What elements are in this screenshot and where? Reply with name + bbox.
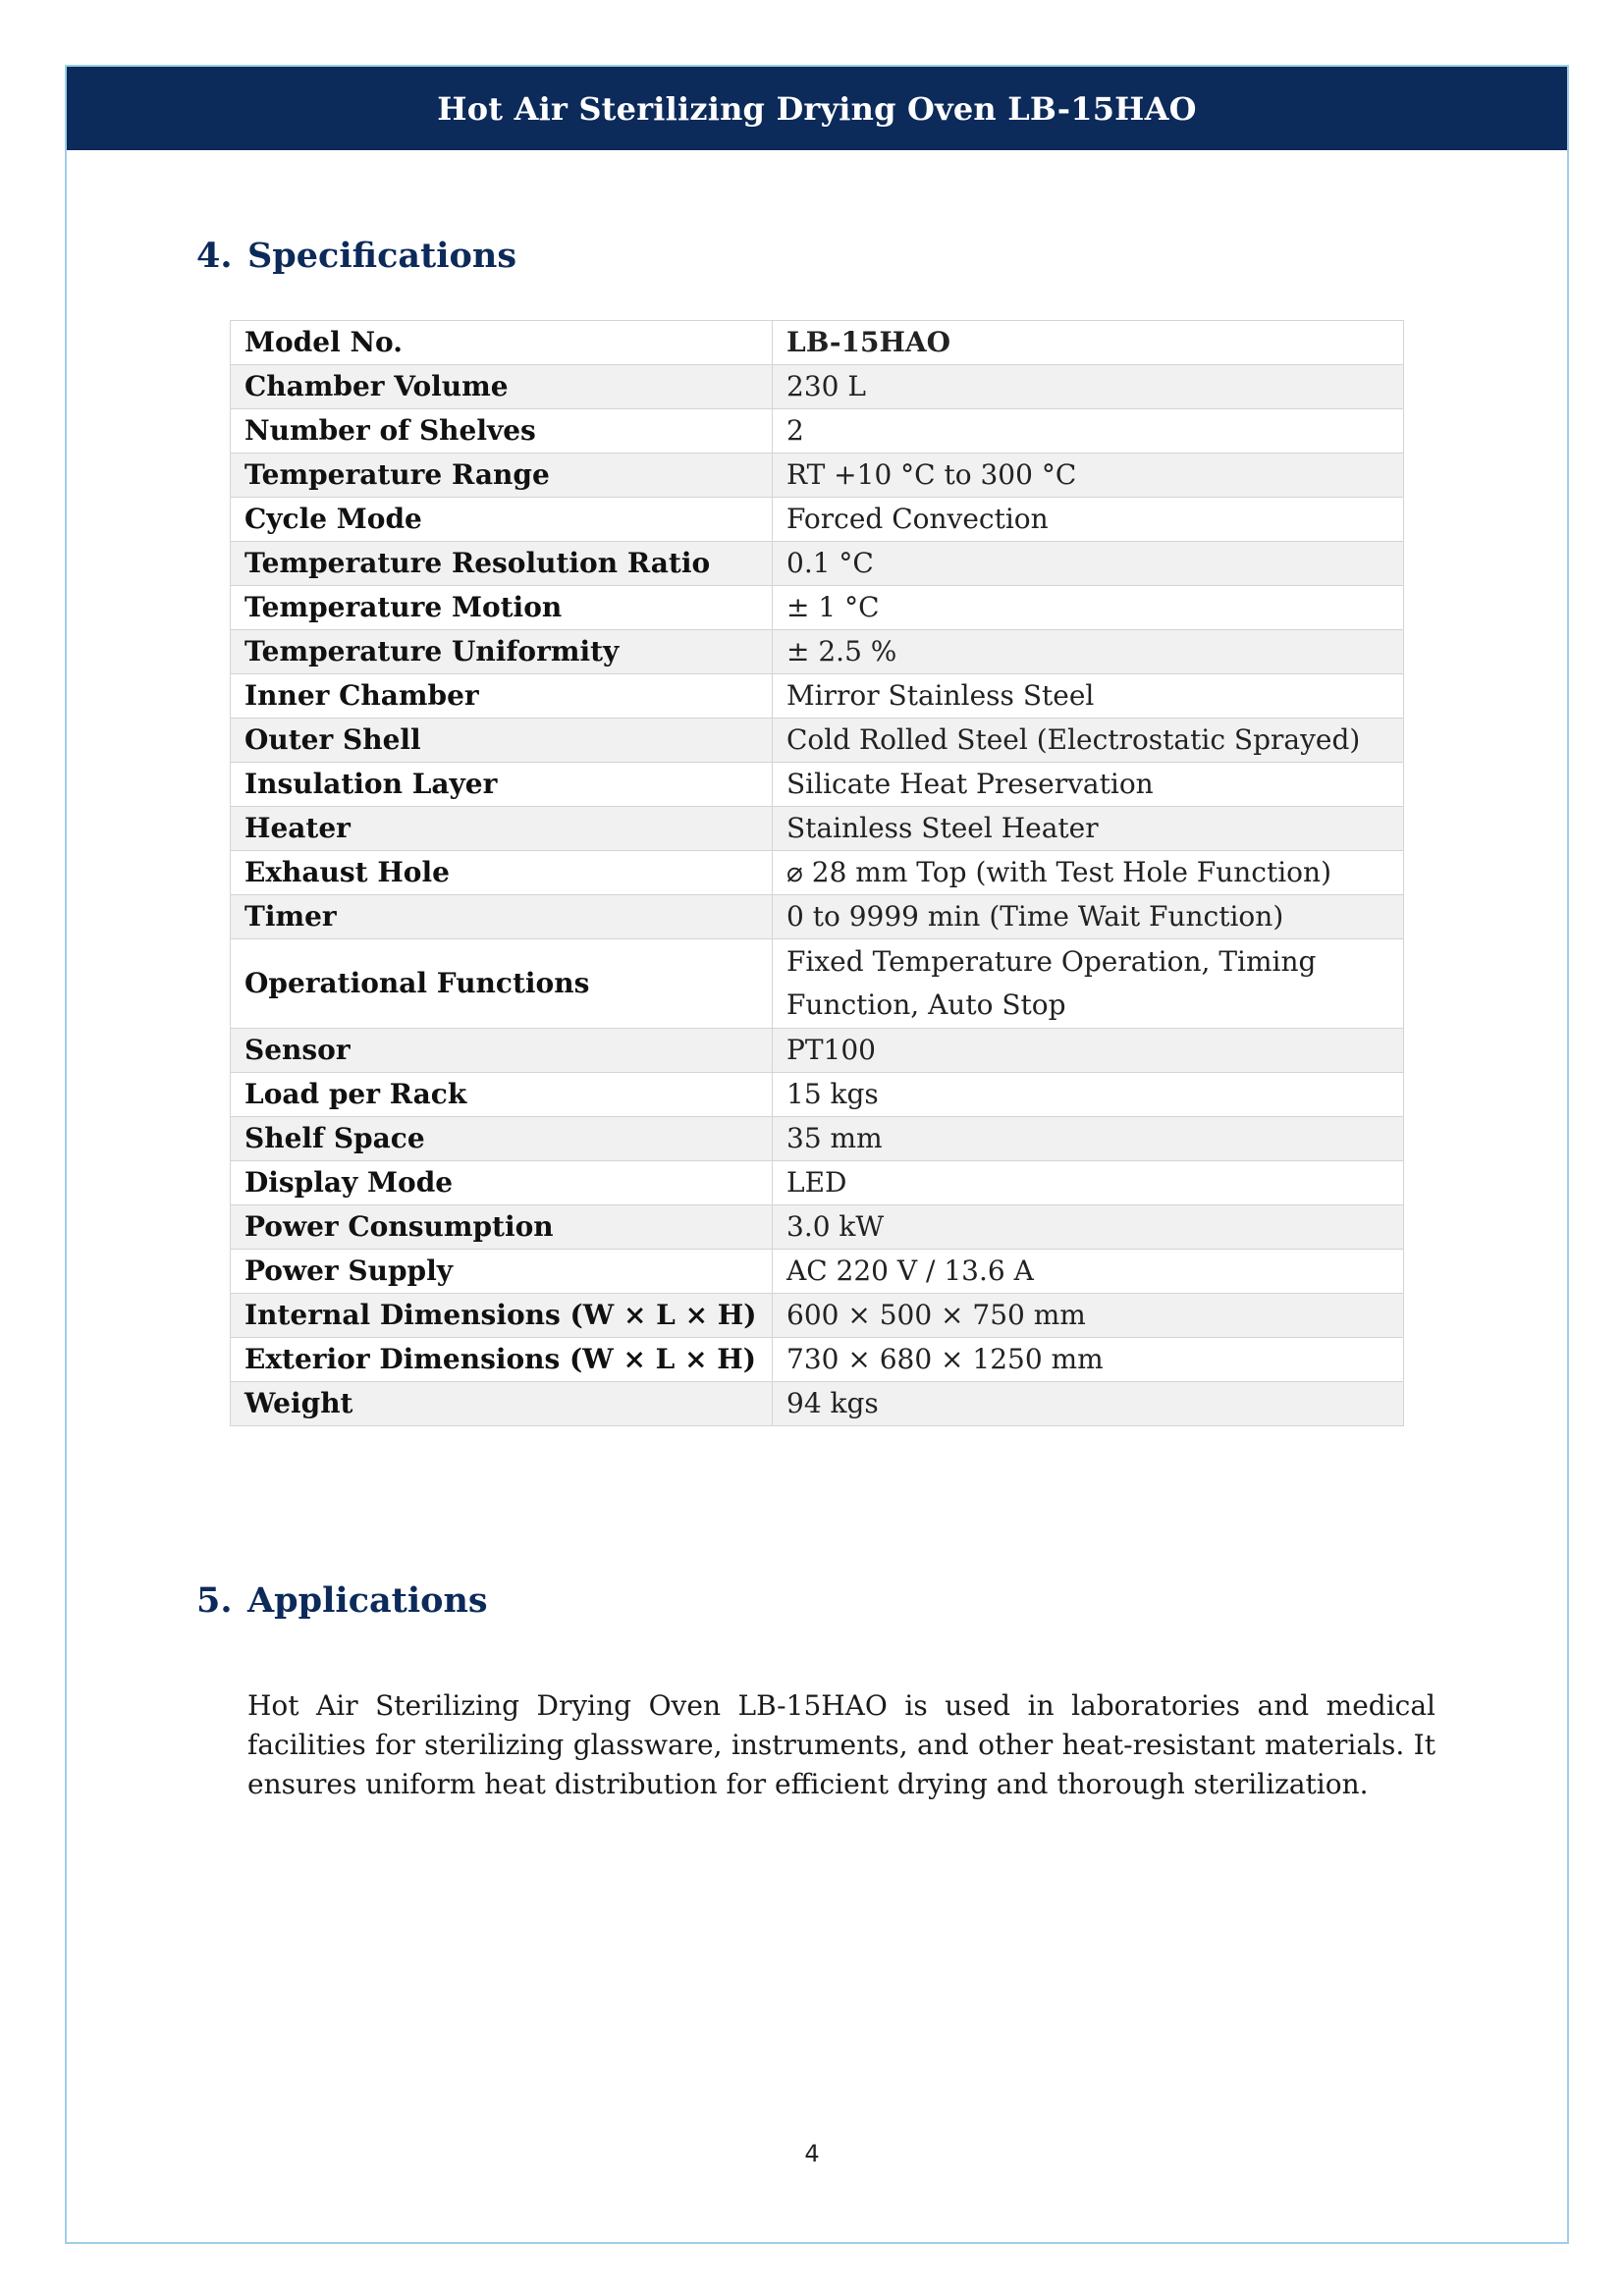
specifications-heading [196, 236, 516, 276]
spec-row [231, 586, 1404, 630]
spec-label: Inner Chamber [231, 674, 773, 719]
spec-label: Cycle Mode [231, 498, 773, 542]
spec-value: Silicate Heat Preservation [773, 763, 1404, 807]
spec-value: Fixed Temperature Operation, Timing Function, Auto Stop [773, 939, 1404, 1029]
spec-value: LB-15HAO [773, 321, 1404, 365]
spec-row [231, 1029, 1404, 1073]
spec-row [231, 1338, 1404, 1382]
spec-value: 15 kgs [773, 1073, 1404, 1117]
spec-value: LED [773, 1161, 1404, 1205]
spec-row [231, 498, 1404, 542]
spec-label: Temperature Resolution Ratio [231, 542, 773, 586]
spec-label: Model No. [231, 321, 773, 365]
spec-value: RT +10 °C to 300 °C [773, 454, 1404, 498]
spec-label: Chamber Volume [231, 365, 773, 409]
applications-paragraph: Hot Air Sterilizing Drying Oven LB-15HAO is used in laboratories and medical facilities for sterilizing glassware, instruments, and other heat-resistant materials. It ensures uniform heat distribution for efficient drying and thorough sterilization. [247, 1689, 1435, 1800]
spec-value: Stainless Steel Heater [773, 807, 1404, 851]
spec-row [231, 719, 1404, 763]
spec-row [231, 1161, 1404, 1205]
spec-label: Number of Shelves [231, 409, 773, 454]
spec-value: PT100 [773, 1029, 1404, 1073]
spec-value: 230 L [773, 365, 1404, 409]
spec-value: 0.1 °C [773, 542, 1404, 586]
spec-row [231, 1205, 1404, 1250]
spec-value: ± 2.5 % [773, 630, 1404, 674]
applications-heading [196, 1580, 488, 1621]
spec-value: ⌀ 28 mm Top (with Test Hole Function) [773, 851, 1404, 895]
spec-row [231, 807, 1404, 851]
page-number: 4 [804, 2140, 820, 2167]
spec-label: Heater [231, 807, 773, 851]
spec-value: 2 [773, 409, 1404, 454]
specifications-table [230, 320, 1404, 1426]
spec-label: Temperature Range [231, 454, 773, 498]
spec-label: Outer Shell [231, 719, 773, 763]
spec-label: Internal Dimensions (W × L × H) [231, 1294, 773, 1338]
spec-label: Operational Functions [231, 939, 773, 1029]
spec-row [231, 630, 1404, 674]
spec-row [231, 454, 1404, 498]
spec-label: Shelf Space [231, 1117, 773, 1161]
section-title: Applications [247, 1580, 488, 1621]
spec-row [231, 409, 1404, 454]
spec-row [231, 939, 1404, 1029]
spec-label: Temperature Motion [231, 586, 773, 630]
spec-label: Power Supply [231, 1250, 773, 1294]
spec-row [231, 1382, 1404, 1426]
spec-label: Sensor [231, 1029, 773, 1073]
spec-value: Forced Convection [773, 498, 1404, 542]
spec-row [231, 365, 1404, 409]
spec-label: Load per Rack [231, 1073, 773, 1117]
spec-value: AC 220 V / 13.6 A [773, 1250, 1404, 1294]
section-number: 4. [196, 236, 233, 276]
spec-label: Exhaust Hole [231, 851, 773, 895]
section-number: 5. [196, 1580, 233, 1621]
spec-value: Cold Rolled Steel (Electrostatic Sprayed) [773, 719, 1404, 763]
spec-value: 3.0 kW [773, 1205, 1404, 1250]
spec-label: Weight [231, 1382, 773, 1426]
spec-label: Timer [231, 895, 773, 939]
spec-row [231, 1294, 1404, 1338]
spec-value: 0 to 9999 min (Time Wait Function) [773, 895, 1404, 939]
spec-value: Mirror Stainless Steel [773, 674, 1404, 719]
spec-value: 94 kgs [773, 1382, 1404, 1426]
document-header [67, 67, 1567, 150]
spec-row [231, 895, 1404, 939]
section-title: Specifications [247, 236, 517, 276]
spec-row [231, 851, 1404, 895]
spec-value: ± 1 °C [773, 586, 1404, 630]
spec-label: Exterior Dimensions (W × L × H) [231, 1338, 773, 1382]
spec-label: Temperature Uniformity [231, 630, 773, 674]
spec-row [231, 763, 1404, 807]
spec-label: Insulation Layer [231, 763, 773, 807]
spec-row [231, 542, 1404, 586]
spec-label: Display Mode [231, 1161, 773, 1205]
spec-value: 730 × 680 × 1250 mm [773, 1338, 1404, 1382]
spec-label: Power Consumption [231, 1205, 773, 1250]
spec-row [231, 1117, 1404, 1161]
document-title: Hot Air Sterilizing Drying Oven LB-15HAO [437, 89, 1197, 128]
spec-row [231, 674, 1404, 719]
spec-row [231, 321, 1404, 365]
spec-row [231, 1073, 1404, 1117]
spec-value: 35 mm [773, 1117, 1404, 1161]
spec-row [231, 1250, 1404, 1294]
spec-value: 600 × 500 × 750 mm [773, 1294, 1404, 1338]
